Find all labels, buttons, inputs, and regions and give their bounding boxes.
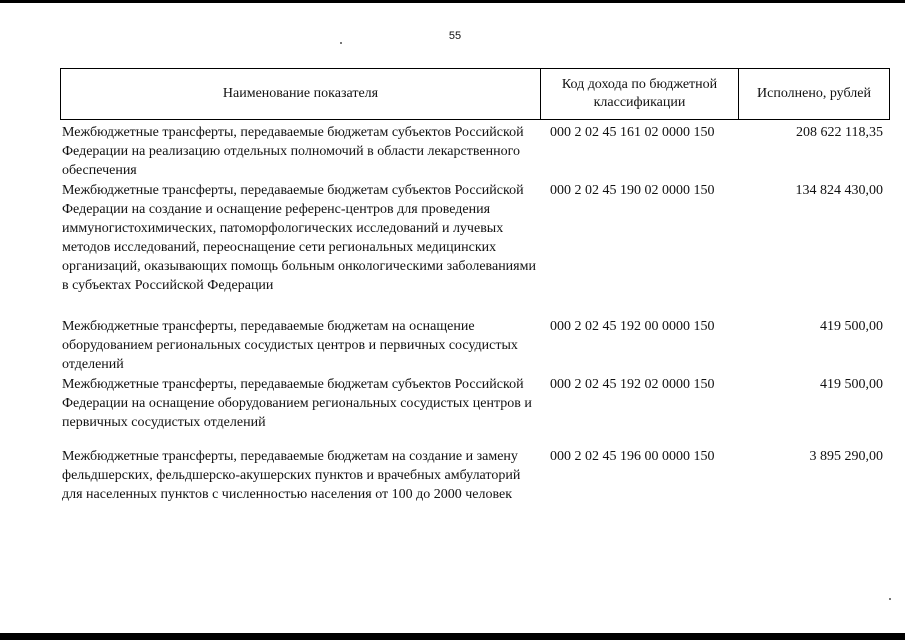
row-description: Межбюджетные трансферты, передаваемые бюджетам на оснащение оборудованием региональных сосудистых центров и первичных сосудистых отделений bbox=[62, 319, 518, 372]
table-header bbox=[60, 68, 890, 120]
row-amount: 419 500,00 bbox=[820, 377, 883, 392]
scan-speck bbox=[340, 42, 342, 44]
header-amount-column: Исполнено, рублей bbox=[757, 86, 871, 101]
row-description: Межбюджетные трансферты, передаваемые бюджетам субъектов Российской Федерации на оснащение оборудованием региональных сосудистых центров и первичных сосудистых отделений bbox=[62, 377, 532, 430]
header-name-column: Наименование показателя bbox=[61, 69, 541, 119]
row-amount: 208 622 118,35 bbox=[796, 125, 883, 140]
row-amount: 3 895 290,00 bbox=[809, 449, 883, 464]
row-description: Межбюджетные трансферты, передаваемые бюджетам на создание и замену фельдшерских, фельдшерско-акушерских пунктов и врачебных амбулаторий для населенных пунктов с численностью населения от 100 до 2000 человек bbox=[62, 449, 521, 502]
row-code: 000 2 02 45 192 02 0000 150 bbox=[550, 377, 715, 392]
row-code: 000 2 02 45 192 00 0000 150 bbox=[550, 319, 715, 334]
row-code: 000 2 02 45 190 02 0000 150 bbox=[550, 183, 715, 198]
row-code: 000 2 02 45 196 00 0000 150 bbox=[550, 449, 715, 464]
scan-speck bbox=[889, 598, 891, 600]
header-code-column: Код дохода по бюджетной классификации bbox=[541, 69, 739, 119]
row-description: Межбюджетные трансферты, передаваемые бюджетам субъектов Российской Федерации на реализацию отдельных полномочий в области лекарственного обеспечения bbox=[62, 125, 524, 178]
scan-bottom-border bbox=[0, 633, 905, 640]
scan-top-border bbox=[0, 0, 905, 3]
row-code: 000 2 02 45 161 02 0000 150 bbox=[550, 125, 715, 140]
row-description: Межбюджетные трансферты, передаваемые бюджетам субъектов Российской Федерации на создание и оснащение референс-центров для проведения иммуногистохимических, патоморфологических исследований и лучевых методов исследований, переоснащение сети региональных медицинских организаций, оказывающих помощь больным онкологическими заболеваниями в субъектах Российской Федерации bbox=[62, 183, 536, 293]
row-amount: 134 824 430,00 bbox=[795, 183, 883, 198]
page-number: 55 bbox=[448, 30, 462, 42]
row-amount: 419 500,00 bbox=[820, 319, 883, 334]
